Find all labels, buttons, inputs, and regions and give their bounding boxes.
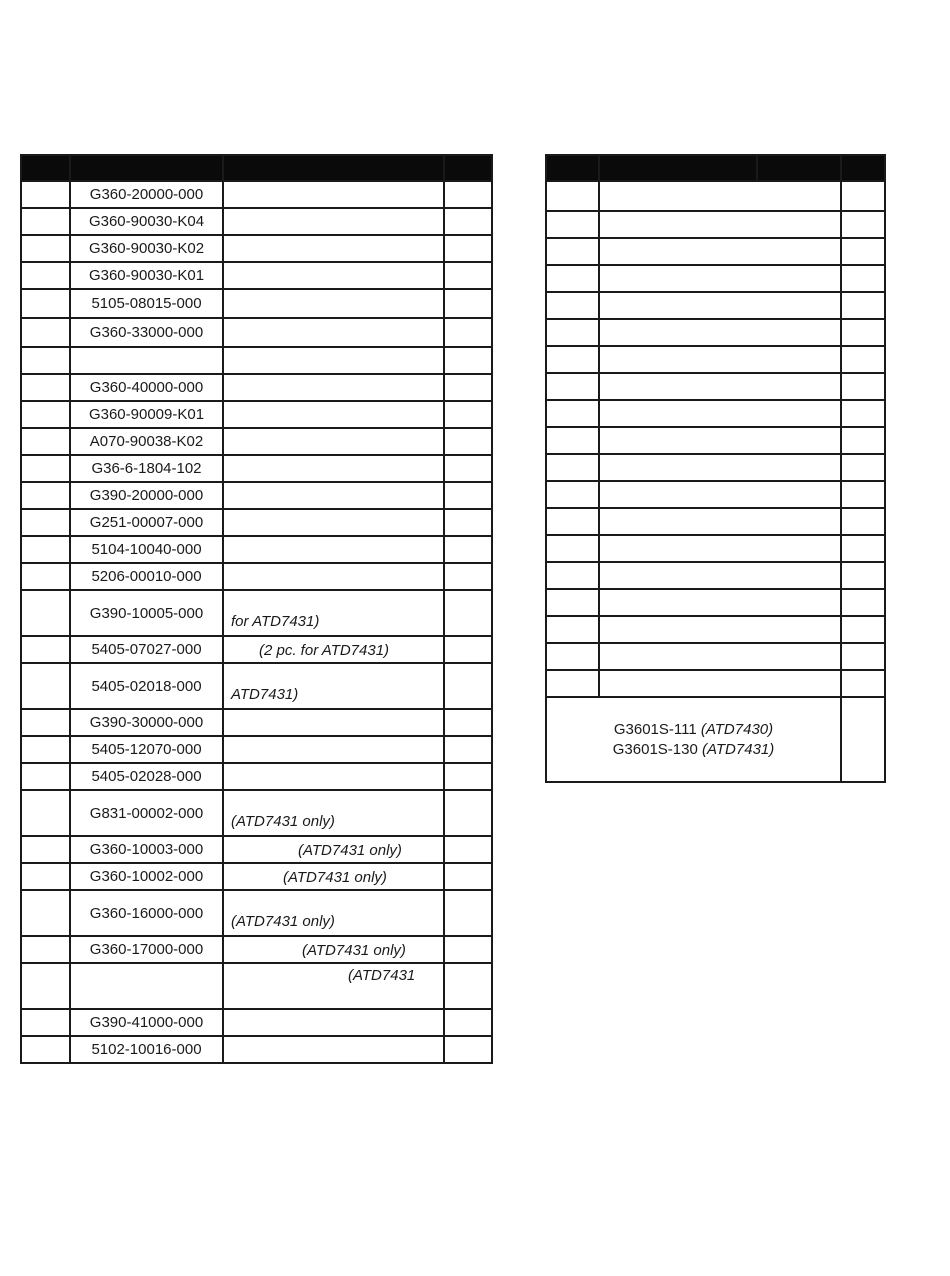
part-number-cell xyxy=(599,346,841,373)
item-number-cell xyxy=(21,262,70,289)
description-cell xyxy=(223,663,444,709)
part-number-cell xyxy=(599,181,841,211)
table-row xyxy=(21,1036,492,1063)
table-row xyxy=(21,1009,492,1036)
header-cell xyxy=(841,155,885,181)
part-number-cell: 5405-12070-000 xyxy=(70,736,223,763)
item-number-cell xyxy=(21,936,70,963)
table-row xyxy=(21,790,492,836)
item-number-cell xyxy=(21,455,70,482)
description-cell xyxy=(223,509,444,536)
table-row xyxy=(21,890,492,936)
description-cell xyxy=(223,890,444,936)
quantity-cell xyxy=(841,373,885,400)
item-number-cell xyxy=(21,318,70,347)
table-row xyxy=(21,289,492,318)
quantity-cell xyxy=(444,563,492,590)
quantity-cell xyxy=(444,235,492,262)
empty-cell xyxy=(841,697,885,782)
quantity-cell xyxy=(444,963,492,1009)
header-cell xyxy=(21,155,70,181)
part-number-cell: 5206-00010-000 xyxy=(70,563,223,590)
description-cell xyxy=(223,1009,444,1036)
description-cell xyxy=(223,709,444,736)
description-text: (ATD7431 only) xyxy=(302,942,406,959)
description-cell xyxy=(223,289,444,318)
table-row xyxy=(546,643,885,670)
table-row xyxy=(546,616,885,643)
quantity-cell xyxy=(444,401,492,428)
item-number-cell xyxy=(21,763,70,790)
description-cell xyxy=(223,401,444,428)
item-number-cell xyxy=(546,319,599,346)
part-number-cell: 5405-07027-000 xyxy=(70,636,223,663)
table-row xyxy=(546,508,885,535)
model-note-cell xyxy=(546,697,841,782)
description-cell xyxy=(223,563,444,590)
model-note: (ATD7430) xyxy=(700,720,774,738)
item-number-cell xyxy=(21,509,70,536)
part-number-cell xyxy=(599,400,841,427)
quantity-cell xyxy=(444,863,492,890)
part-number-cell xyxy=(599,643,841,670)
item-number-cell xyxy=(21,401,70,428)
table-header-row xyxy=(546,155,885,181)
item-number-cell xyxy=(546,454,599,481)
table-row xyxy=(21,374,492,401)
model-part: G3601S-111 xyxy=(613,720,697,738)
part-number-cell: G360-90030-K01 xyxy=(70,262,223,289)
table-row xyxy=(21,482,492,509)
table-row xyxy=(21,936,492,963)
quantity-cell xyxy=(444,318,492,347)
model-note: (ATD7431) xyxy=(702,740,775,758)
part-number-cell xyxy=(599,535,841,562)
quantity-cell xyxy=(841,292,885,319)
table-row xyxy=(21,347,492,374)
description-text: (ATD7431 only) xyxy=(283,869,387,886)
table-row xyxy=(21,509,492,536)
part-number-cell xyxy=(599,616,841,643)
item-number-cell xyxy=(546,670,599,697)
item-number-cell xyxy=(21,836,70,863)
part-number-cell: G36-6-1804-102 xyxy=(70,455,223,482)
item-number-cell xyxy=(21,235,70,262)
quantity-cell xyxy=(841,589,885,616)
item-number-cell xyxy=(21,890,70,936)
table-row xyxy=(21,636,492,663)
part-number-cell xyxy=(599,319,841,346)
table-row xyxy=(21,428,492,455)
parts-table-right xyxy=(545,154,886,783)
table-row xyxy=(21,590,492,636)
item-number-cell xyxy=(546,181,599,211)
table-row xyxy=(546,292,885,319)
table-row xyxy=(21,401,492,428)
table-row xyxy=(21,563,492,590)
model-part: G3601S-130 xyxy=(612,740,698,758)
description-cell xyxy=(223,235,444,262)
part-number-cell: A070-90038-K02 xyxy=(70,428,223,455)
description-cell xyxy=(223,590,444,636)
description-cell xyxy=(223,636,444,663)
part-number-cell xyxy=(599,481,841,508)
item-number-cell xyxy=(546,292,599,319)
footer-row xyxy=(546,697,885,782)
item-number-cell xyxy=(21,482,70,509)
part-number-cell: 5405-02018-000 xyxy=(70,663,223,709)
quantity-cell xyxy=(841,400,885,427)
header-cell xyxy=(70,155,223,181)
quantity-cell xyxy=(444,1009,492,1036)
quantity-cell xyxy=(841,454,885,481)
table-row xyxy=(546,319,885,346)
part-number-cell xyxy=(599,670,841,697)
header-cell xyxy=(546,155,599,181)
table-row xyxy=(21,235,492,262)
item-number-cell xyxy=(21,428,70,455)
table-row xyxy=(21,863,492,890)
item-number-cell xyxy=(21,709,70,736)
part-number-cell xyxy=(70,963,223,1009)
description-cell xyxy=(223,347,444,374)
item-number-cell xyxy=(21,736,70,763)
quantity-cell xyxy=(841,562,885,589)
description-cell xyxy=(223,208,444,235)
part-number-cell: 5105-08015-000 xyxy=(70,289,223,318)
quantity-cell xyxy=(841,427,885,454)
quantity-cell xyxy=(841,346,885,373)
item-number-cell xyxy=(546,211,599,238)
part-number-cell: G360-90030-K04 xyxy=(70,208,223,235)
item-number-cell xyxy=(546,481,599,508)
part-number-cell: G360-90030-K02 xyxy=(70,235,223,262)
quantity-cell xyxy=(444,482,492,509)
description-cell xyxy=(223,963,444,1009)
quantity-cell xyxy=(841,481,885,508)
item-number-cell xyxy=(546,400,599,427)
header-cell xyxy=(757,155,841,181)
part-number-cell: G360-16000-000 xyxy=(70,890,223,936)
item-number-cell xyxy=(21,963,70,1009)
description-text: (ATD7431 xyxy=(348,967,416,984)
table-row xyxy=(21,836,492,863)
table-row xyxy=(546,427,885,454)
quantity-cell xyxy=(841,643,885,670)
description-cell xyxy=(223,863,444,890)
table-row xyxy=(546,265,885,292)
description-cell xyxy=(223,836,444,863)
table-row xyxy=(21,663,492,709)
part-number-cell xyxy=(599,589,841,616)
part-number-cell: G251-00007-000 xyxy=(70,509,223,536)
item-number-cell xyxy=(21,374,70,401)
table-row xyxy=(546,400,885,427)
description-cell xyxy=(223,936,444,963)
part-number-cell xyxy=(599,292,841,319)
part-number-cell xyxy=(599,508,841,535)
quantity-cell xyxy=(444,1036,492,1063)
part-number-cell xyxy=(599,454,841,481)
part-number-cell: G360-20000-000 xyxy=(70,181,223,208)
table-row xyxy=(546,238,885,265)
item-number-cell xyxy=(21,590,70,636)
quantity-cell xyxy=(841,238,885,265)
description-cell xyxy=(223,536,444,563)
table-row xyxy=(546,670,885,697)
item-number-cell xyxy=(546,373,599,400)
item-number-cell xyxy=(21,536,70,563)
quantity-cell xyxy=(444,736,492,763)
description-cell xyxy=(223,482,444,509)
quantity-cell xyxy=(841,508,885,535)
part-number-cell xyxy=(599,562,841,589)
item-number-cell xyxy=(21,1036,70,1063)
description-cell xyxy=(223,318,444,347)
quantity-cell xyxy=(841,535,885,562)
table-row xyxy=(546,346,885,373)
part-number-cell xyxy=(599,211,841,238)
table-row xyxy=(21,208,492,235)
item-number-cell xyxy=(21,347,70,374)
description-text: (ATD7431 only) xyxy=(231,813,335,830)
parts-table-left xyxy=(20,154,493,1064)
item-number-cell xyxy=(546,589,599,616)
part-number-cell xyxy=(70,347,223,374)
part-number-cell: 5104-10040-000 xyxy=(70,536,223,563)
description-text: ATD7431) xyxy=(231,686,299,703)
description-text: (ATD7431 only) xyxy=(298,842,402,859)
quantity-cell xyxy=(444,455,492,482)
table-row xyxy=(546,373,885,400)
part-number-cell xyxy=(599,238,841,265)
part-number-cell: G360-17000-000 xyxy=(70,936,223,963)
table-row xyxy=(21,455,492,482)
table-header-row xyxy=(21,155,492,181)
table-row xyxy=(546,562,885,589)
model-line-1 xyxy=(547,720,840,740)
quantity-cell xyxy=(841,319,885,346)
item-number-cell xyxy=(546,346,599,373)
header-cell xyxy=(599,155,757,181)
part-number-cell: G390-10005-000 xyxy=(70,590,223,636)
quantity-cell xyxy=(444,763,492,790)
table-row xyxy=(546,589,885,616)
part-number-cell: G360-40000-000 xyxy=(70,374,223,401)
description-cell xyxy=(223,763,444,790)
table-row xyxy=(21,318,492,347)
part-number-cell: G831-00002-000 xyxy=(70,790,223,836)
header-cell xyxy=(223,155,444,181)
quantity-cell xyxy=(841,616,885,643)
quantity-cell xyxy=(841,265,885,292)
item-number-cell xyxy=(21,289,70,318)
table-row xyxy=(21,763,492,790)
description-text: for ATD7431) xyxy=(231,613,320,630)
part-number-cell: 5102-10016-000 xyxy=(70,1036,223,1063)
quantity-cell xyxy=(444,590,492,636)
description-cell xyxy=(223,428,444,455)
quantity-cell xyxy=(444,347,492,374)
table-row xyxy=(546,481,885,508)
table-row xyxy=(546,181,885,211)
item-number-cell xyxy=(21,181,70,208)
quantity-cell xyxy=(444,374,492,401)
quantity-cell xyxy=(444,536,492,563)
item-number-cell xyxy=(21,1009,70,1036)
table-row xyxy=(21,181,492,208)
item-number-cell xyxy=(21,563,70,590)
description-cell xyxy=(223,790,444,836)
part-number-cell: G360-10003-000 xyxy=(70,836,223,863)
description-cell xyxy=(223,374,444,401)
quantity-cell xyxy=(444,936,492,963)
description-cell xyxy=(223,736,444,763)
part-number-cell xyxy=(599,373,841,400)
table-row xyxy=(21,709,492,736)
quantity-cell xyxy=(444,428,492,455)
part-number-cell: 5405-02028-000 xyxy=(70,763,223,790)
quantity-cell xyxy=(444,790,492,836)
item-number-cell xyxy=(546,265,599,292)
table-row xyxy=(546,535,885,562)
quantity-cell xyxy=(841,211,885,238)
table-row xyxy=(21,262,492,289)
part-number-cell: G360-90009-K01 xyxy=(70,401,223,428)
item-number-cell xyxy=(546,616,599,643)
part-number-cell xyxy=(599,265,841,292)
table-row xyxy=(21,963,492,1009)
item-number-cell xyxy=(21,790,70,836)
description-cell xyxy=(223,181,444,208)
part-number-cell xyxy=(599,427,841,454)
description-text: (ATD7431 only) xyxy=(231,913,335,930)
item-number-cell xyxy=(546,508,599,535)
quantity-cell xyxy=(444,509,492,536)
part-number-cell: G360-33000-000 xyxy=(70,318,223,347)
quantity-cell xyxy=(444,181,492,208)
quantity-cell xyxy=(444,836,492,863)
quantity-cell xyxy=(444,890,492,936)
header-cell xyxy=(444,155,492,181)
quantity-cell xyxy=(444,709,492,736)
item-number-cell xyxy=(21,863,70,890)
item-number-cell xyxy=(21,636,70,663)
quantity-cell xyxy=(444,636,492,663)
description-cell xyxy=(223,1036,444,1063)
quantity-cell xyxy=(841,670,885,697)
quantity-cell xyxy=(444,208,492,235)
quantity-cell xyxy=(444,289,492,318)
quantity-cell xyxy=(444,262,492,289)
table-row xyxy=(21,736,492,763)
item-number-cell xyxy=(546,238,599,265)
part-number-cell: G360-10002-000 xyxy=(70,863,223,890)
description-text: (2 pc. for ATD7431) xyxy=(259,642,390,659)
part-number-cell: G390-30000-000 xyxy=(70,709,223,736)
description-cell xyxy=(223,262,444,289)
table-row xyxy=(546,454,885,481)
item-number-cell xyxy=(21,208,70,235)
part-number-cell: G390-20000-000 xyxy=(70,482,223,509)
item-number-cell xyxy=(546,562,599,589)
part-number-cell: G390-41000-000 xyxy=(70,1009,223,1036)
description-cell xyxy=(223,455,444,482)
quantity-cell xyxy=(444,663,492,709)
item-number-cell xyxy=(546,643,599,670)
table-row xyxy=(546,211,885,238)
item-number-cell xyxy=(21,663,70,709)
table-row xyxy=(21,536,492,563)
item-number-cell xyxy=(546,427,599,454)
item-number-cell xyxy=(546,535,599,562)
model-line-2 xyxy=(547,740,840,760)
quantity-cell xyxy=(841,181,885,211)
